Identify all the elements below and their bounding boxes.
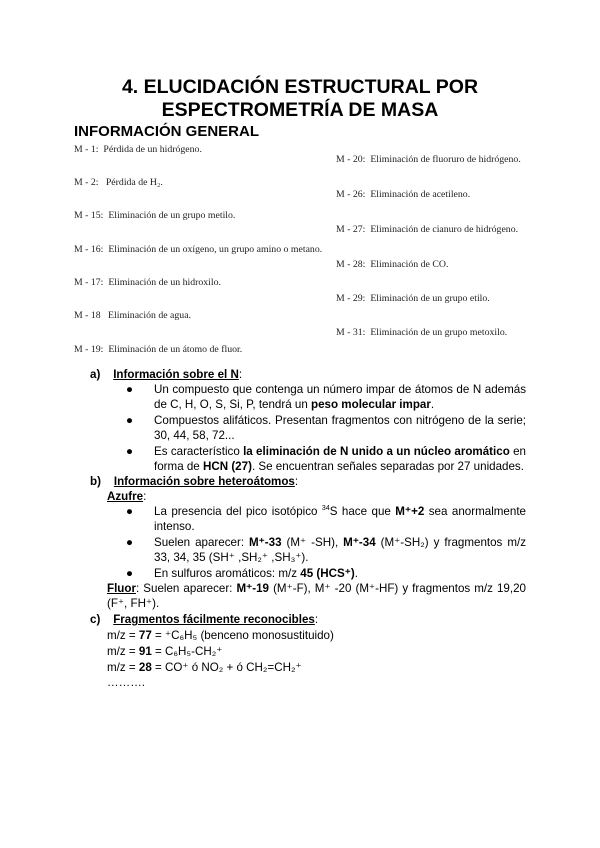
loss-item: M - 1: Pérdida de un hidrógeno. [74,144,202,155]
page-title-line1: 4. ELUCIDACIÓN ESTRUCTURAL POR [121,76,479,98]
bullet-item: ● Es característico la eliminación de N unido a un núcleo aromático en forma de HCN (27). Se encuentran señales separadas por 27 unidades. [126,445,526,474]
loss-item: M - 15: Eliminación de un grupo metilo. [74,210,236,221]
section-b-heading: b) Información sobre heteroátomos: [90,475,299,488]
loss-item: M - 28: Eliminación de CO. [336,259,449,270]
page-title-line2: ESPECTROMETRÍA DE MASA [161,99,439,121]
bullet-item: ● Un compuesto que contenga un número impar de átomos de N además de C, H, O, S, Si, P, tendrá un peso molecular impar. [126,383,526,412]
loss-item: M - 27: Eliminación de cianuro de hidrógeno. [336,224,519,235]
loss-item: M - 18 Eliminación de agua. [74,310,192,321]
bullet-item: ● En sulfuros aromáticos: m/z 45 (HCS⁺). [126,567,358,580]
fragment-line: m/z = 77 = ⁺C₆H₅ (benceno monosustituido) [107,629,334,642]
loss-item: M - 31: Eliminación de un grupo metoxilo. [336,327,508,338]
loss-item: M - 29: Eliminación de un grupo etilo. [336,293,490,304]
loss-item: M - 16: Eliminación de un oxígeno, un grupo amino o metano. [74,244,323,255]
loss-item: M - 17: Eliminación de un hidroxilo. [74,277,221,288]
bullet-item: ● La presencia del pico isotópico $^{34}$S hace que M⁺+2 sea anormalmente intenso. [126,505,526,534]
loss-item: M - 19: Eliminación de un átomo de fluor. [74,344,243,355]
loss-item: M - 2: Pérdida de H₂. [74,177,163,188]
bullet-item: ● Compuestos alifáticos. Presentan fragmentos con nitrógeno de la serie; 30, 44, 58, 72... [126,414,526,443]
loss-item: M - 20: Eliminación de fluoruro de hidrógeno. [336,154,521,165]
loss-item: M - 26: Eliminación de acetileno. [336,189,471,200]
section-a-heading: a) Información sobre el N: [90,368,243,381]
section-subtitle: INFORMACIÓN GENERAL [74,123,259,140]
fragment-line: m/z = 91 = C₆H₅-CH₂⁺ [107,645,223,658]
bullet-item: ● Suelen aparecer: M⁺-33 (M⁺ -SH), M⁺-34 (M⁺-SH₂) y fragmentos m/z 33, 34, 35 (SH⁺ ,SH₂⁺ ,SH₃⁺). [126,536,526,565]
fragment-line: m/z = 28 = CO⁺ ó NO₂ + ó CH₂=CH₂⁺ [107,661,302,674]
fluor-paragraph: Fluor: Suelen aparecer: M⁺-19 (M⁺-F), M⁺ -20 (M⁺-HF) y fragmentos m/z 19,20 (F⁺, FH⁺). [107,582,526,611]
section-c-heading: c) Fragmentos fácilmente reconocibles: [90,613,319,626]
azufre-label: Azufre: [107,490,147,503]
fragment-ellipsis: ………. [107,676,146,689]
